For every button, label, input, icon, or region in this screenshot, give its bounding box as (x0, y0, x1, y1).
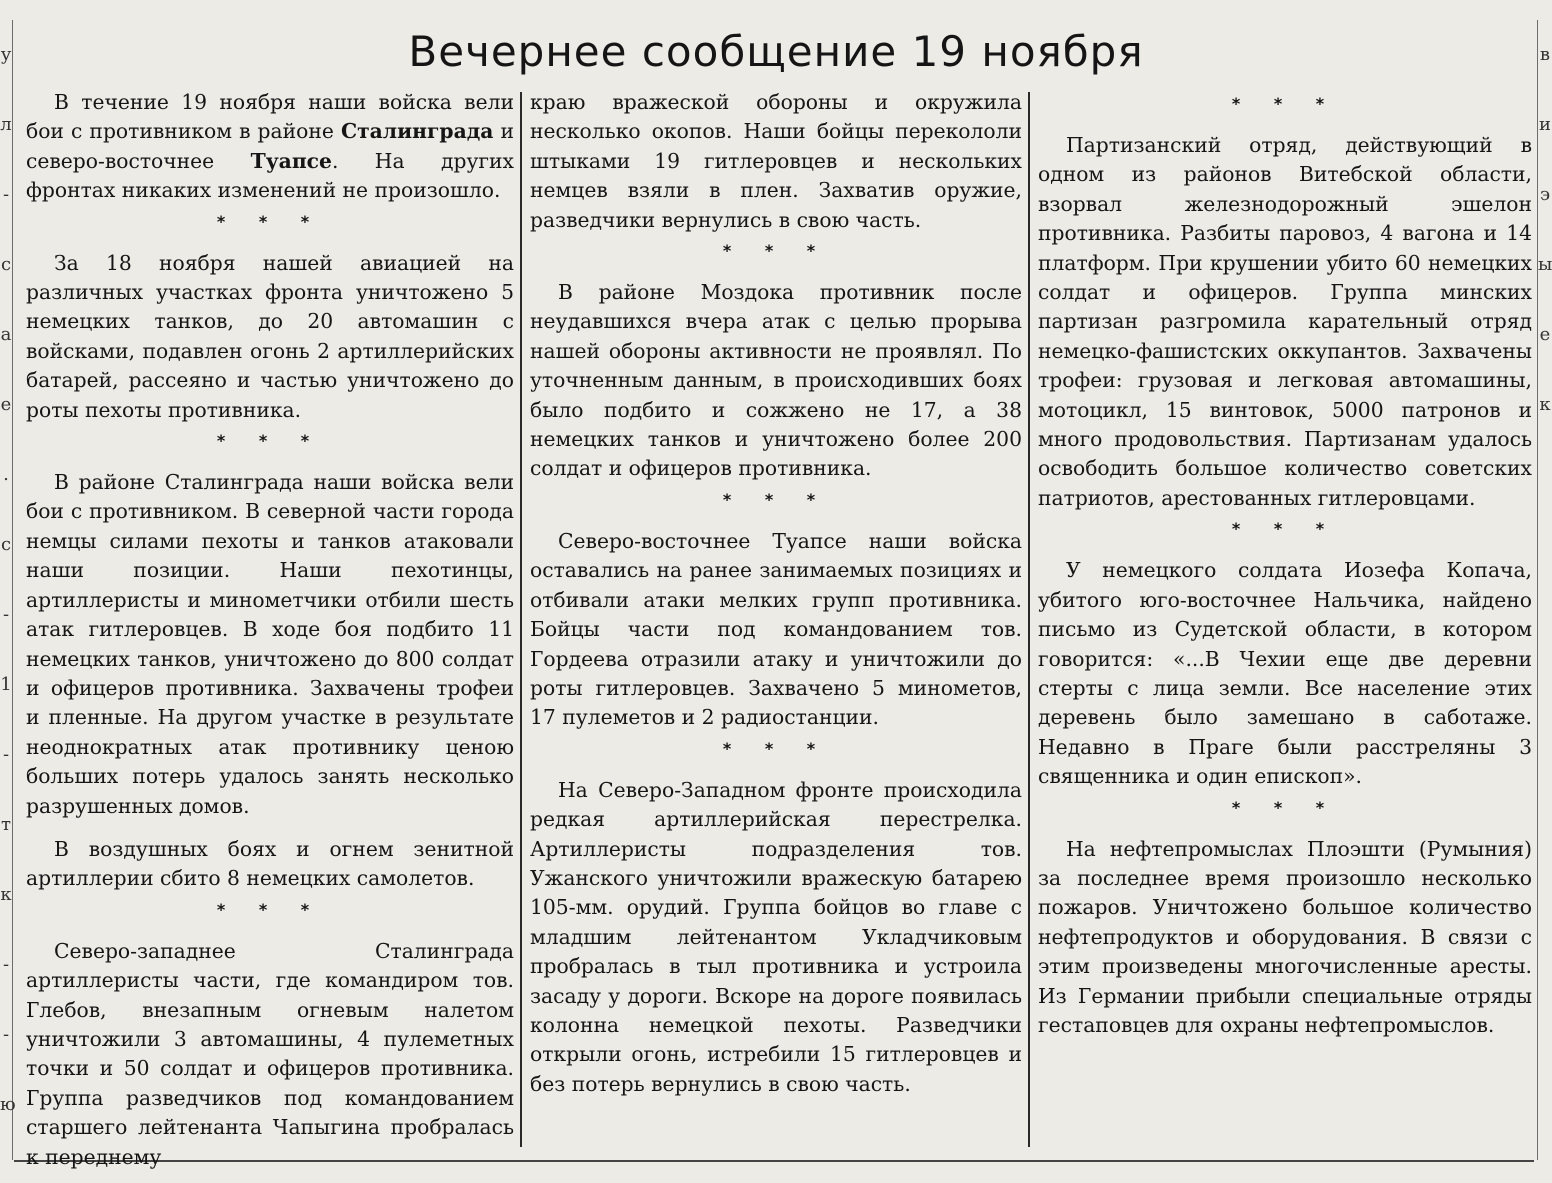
separator-stars: * * * (1231, 797, 1339, 817)
paragraph-scouts-continued: краю вражеской обороны и окружила несколько окопов. Наши бойцы перекололи штыками 19 гитлеровцев и нескольких немцев взяли в плен. Захватив оружие, разведчики вернулись в свою часть. (530, 90, 1022, 232)
right-margin-fragments: в и э ы е к (1537, 20, 1552, 1160)
place-tuapse: Туапсе (250, 148, 332, 173)
paragraph-northwest-stalingrad: Северо-западнее Сталинграда артиллеристы части, где командиром тов. Глебов, внезапным огневым налетом уничтожили 3 автомашины, 4 пулеметных точки и 50 солдат и офицеров противника. Группа разведчиков под командованием старшего лейтенанта Чапыгина пробралась к переднему (26, 938, 514, 1169)
column-divider (1028, 92, 1030, 1147)
place-stalingrad: Сталинграда (340, 119, 494, 144)
column-3 (1038, 88, 1532, 1158)
paragraph-letter: У немецкого солдата Иозефа Копача, убитого юго-восточнее Нальчика, найдено письмо из Судетской области, в котором говорится: «...В Чехии еще две деревни стерты с лица земли. Все население этих деревень было замешано в саботаже. Недавно в Праге были расстреляны 3 священника и один епископ». (1038, 558, 1532, 789)
paragraph-stalingrad: В районе Сталинграда наши войска вели бои с противником. В северной части города немцы силами пехоты и танков атаковали наши позиции. Наши пехотинцы, артиллеристы и минометчики отбили шесть атак гитлеровцев. В ходе боя подбито 11 немецких танков, уничтожено до 800 солдат и офицеров противника. Захвачены трофеи и пленные. На другом участке в результате неоднократных атак противнику ценою больших потерь удалось занять несколько разрушенных домов. (26, 470, 514, 818)
separator-stars: * * * (1231, 519, 1339, 539)
column-divider (520, 92, 522, 1147)
separator-stars: * * * (722, 489, 830, 509)
paragraph-northwest-front: На Северо-Западном фронте происходила редкая артиллерийская перестрелка. Артиллеристы подразделения тов. Ужанского уничтожили вражескую батарею 105-мм. орудий. Группа бойцов во главе с младшим лейтенантом Укладчиковым пробралась в тыл противника и устроила засаду у дороги. Вскоре на дороге появилась колонна немецкой пехоты. Разведчики открыли огонь, истребили 15 гитлеровцев и без потерь вернулись в свою часть. (530, 777, 1022, 1096)
article-title: Вечернее сообщение 19 ноября (408, 27, 1144, 76)
paragraph-partisans: Партизанский отряд, действующий в одном из районов Витебской области, взорвал железнодорожный эшелон противника. Разбиты паровоз, 4 вагона и 14 платформ. При крушении убито 60 немецких солдат и офицеров. Группа минских партизан разгромила карательный отряд немецко-фашистских оккупантов. Захвачены трофеи: грузовая и легковая автомашины, мотоцикл, 15 винтовок, 5000 патронов и много продовольствия. Партизанам удалось освободить большое количество советских патриотов, арестованных гитлеровцами. (1038, 133, 1532, 510)
separator-stars: * * * (216, 431, 324, 451)
separator-stars: * * * (216, 211, 324, 231)
paragraph-aviation: За 18 ноября нашей авиацией на различных участках фронта уничтожено 5 немецких танков, до 20 автомашин с войсками, подавлен огонь 2 артиллерийских батарей, рассеяно и частью уничтожено до роты пехоты противника. (26, 250, 514, 422)
paragraph-intro: В течение 19 ноября наши войска вели бои с противником в районе Сталинграда и северо-восточнее Туапсе. На других фронтах никаких изменений не произошло. (26, 90, 514, 203)
paragraph-mozdok: В районе Моздока противник после неудавшихся вчера атак с целью прорыва нашей обороны активности не проявлял. По уточненным данным, в происходивших боях было подбито и сожжено не 17, а 38 немецких танков и уничтожено более 200 солдат и офицеров противника. (530, 280, 1022, 481)
separator-stars: * * * (722, 738, 830, 758)
separator-stars: * * * (216, 899, 324, 919)
paragraph-tuapse: Северо-восточнее Туапсе наши войска оставались на ранее занимаемых позициях и отбивали атаки мелких групп противника. Бойцы части под командованием тов. Гордеева отразили атаку и уничтожили до роты гитлеровцев. Захвачено 5 минометов, 17 пулеметов и 2 радиостанции. (530, 528, 1022, 730)
separator-stars: * * * (722, 241, 830, 261)
column-2 (530, 88, 1022, 1158)
separator-stars: * * * (1231, 94, 1339, 113)
paragraph-ploesti: На нефтепромыслах Плоэшти (Румыния) за последнее время произошло несколько пожаров. Уничтожено большое количество нефтепродуктов и оборудования. В связи с этим произведены многочисленные аресты. Из Германии прибыли специальные отряды гестаповцев для охраны нефтепромыслов. (1038, 836, 1532, 1037)
column-1 (26, 88, 514, 1169)
paragraph-air-battles: В воздушных боях и огнем зенитной артиллерии сбито 8 немецких самолетов. (26, 836, 514, 891)
left-margin-fragments: у л - с а е . с - 1 - т к - - ю (0, 20, 13, 1160)
